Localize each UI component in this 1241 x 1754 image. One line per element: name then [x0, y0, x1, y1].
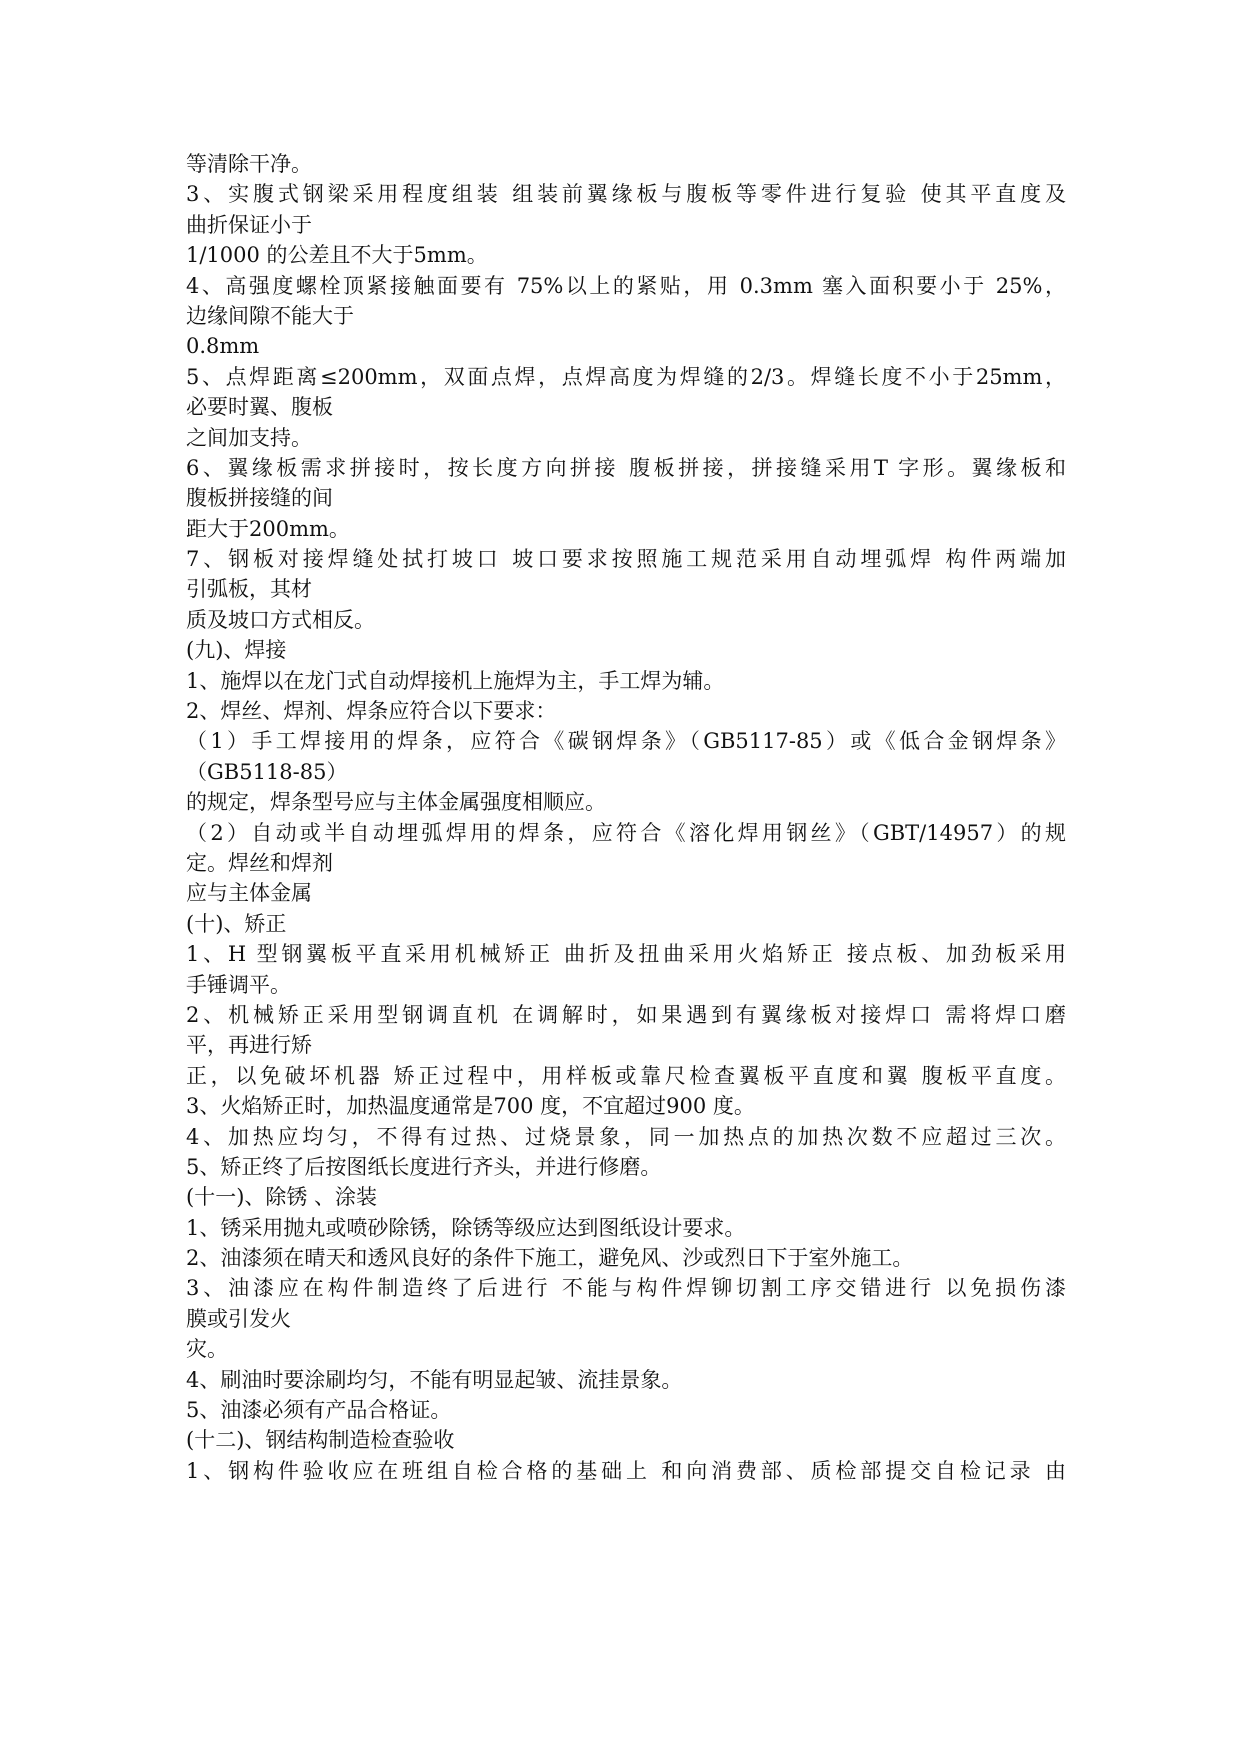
text-line: 4、高强度螺栓顶紧接触面要有 75%以上的紧贴，用 0.3mm 塞入面积要小于 25%，: [186, 273, 1066, 298]
text-line: 5、点焊距离≤200mm，双面点焊，点焊高度为焊缝的2/3。焊缝长度不小于25mm，: [186, 364, 1066, 389]
text-line: 质及坡口方式相反。: [186, 607, 375, 632]
text-line: 0.8mm: [186, 334, 260, 359]
text-line: 3、火焰矫正时，加热温度通常是700 度，不宜超过900 度。: [186, 1094, 755, 1119]
text-line: 1、锈采用抛丸或喷砂除锈，除锈等级应达到图纸设计要求。: [186, 1215, 746, 1240]
text-line: （2）自动或半自动埋弧焊用的焊条，应符合《溶化焊用钢丝》（GBT/14957）的规: [186, 820, 1066, 845]
text-line: 灾。: [186, 1337, 228, 1362]
text-line: 6、翼缘板需求拼接时，按长度方向拼接 腹板拼接，拼接缝采用T 字形。翼缘板和: [186, 455, 1066, 480]
text-line: 平，再进行矫: [186, 1033, 312, 1058]
section-heading: (九)、焊接: [186, 638, 287, 663]
text-line: 4、刷油时要涂刷均匀，不能有明显起皱、流挂景象。: [186, 1367, 683, 1392]
text-line: 2、焊丝、焊剂、焊条应符合以下要求：: [186, 699, 557, 724]
text-line: 3、实腹式钢梁采用程度组装 组装前翼缘板与腹板等零件进行复验 使其平直度及: [186, 182, 1066, 207]
text-line: 7、钢板对接焊缝处拭打坡口 坡口要求按照施工规范采用自动埋弧焊 构件两端加: [186, 547, 1066, 572]
text-line: 引弧板，其材: [186, 577, 312, 602]
text-line: 2、机械矫正采用型钢调直机 在调解时，如果遇到有翼缘板对接焊口 需将焊口磨: [186, 1002, 1066, 1027]
document-body: [186, 149, 1066, 1486]
text-line: 必要时翼、腹板: [186, 395, 333, 420]
text-line: 应与主体金属: [186, 881, 312, 906]
section-heading: (十二)、钢结构制造检查验收: [186, 1428, 455, 1453]
text-line: 正，以免破坏机器 矫正过程中，用样板或靠尺检查翼板平直度和翼 腹板平直度。: [186, 1063, 1066, 1088]
text-line: 定。焊丝和焊剂: [186, 850, 333, 875]
text-line: 1、H 型钢翼板平直采用机械矫正 曲折及扭曲采用火焰矫正 接点板、加劲板采用: [186, 942, 1066, 967]
text-line: 的规定，焊条型号应与主体金属强度相顺应。: [186, 790, 606, 815]
text-line: 1、施焊以在龙门式自动焊接机上施焊为主，手工焊为辅。: [186, 668, 725, 693]
text-line: 膜或引发火: [186, 1306, 291, 1331]
text-line: 5、油漆必须有产品合格证。: [186, 1398, 452, 1423]
text-line: 手锤调平。: [186, 972, 291, 997]
text-line: 4、加热应均匀，不得有过热、过烧景象，同一加热点的加热次数不应超过三次。: [186, 1124, 1066, 1149]
text-line: 等清除干净。: [186, 152, 312, 176]
text-line: （1）手工焊接用的焊条，应符合《碳钢焊条》（GB5117-85）或《低合金钢焊条》: [186, 729, 1066, 754]
text-line: 1、钢构件验收应在班组自检合格的基础上 和向消费部、质检部提交自检记录 由: [186, 1458, 1066, 1483]
section-heading: (十)、矫正: [186, 911, 287, 936]
text-line: 之间加支持。: [186, 425, 312, 450]
text-line: 3、油漆应在构件制造终了后进行 不能与构件焊铆切割工序交错进行 以免损伤漆: [186, 1276, 1066, 1301]
text-line: 曲折保证小于: [186, 212, 312, 237]
text-line: （GB5118-85）: [186, 759, 348, 784]
text-line: 距大于200mm。: [186, 516, 350, 541]
text-line: 腹板拼接缝的间: [186, 486, 333, 511]
text-line: 5、矫正终了后按图纸长度进行齐头，并进行修磨。: [186, 1154, 662, 1179]
section-heading: (十一)、除锈 、涂装: [186, 1185, 378, 1210]
text-line: 边缘间隙不能大于: [186, 303, 354, 328]
text-line: 2、油漆须在晴天和透风良好的条件下施工，避免风、沙或烈日下于室外施工。: [186, 1246, 914, 1271]
text-line: 1/1000 的公差且不大于5mm。: [186, 243, 488, 268]
